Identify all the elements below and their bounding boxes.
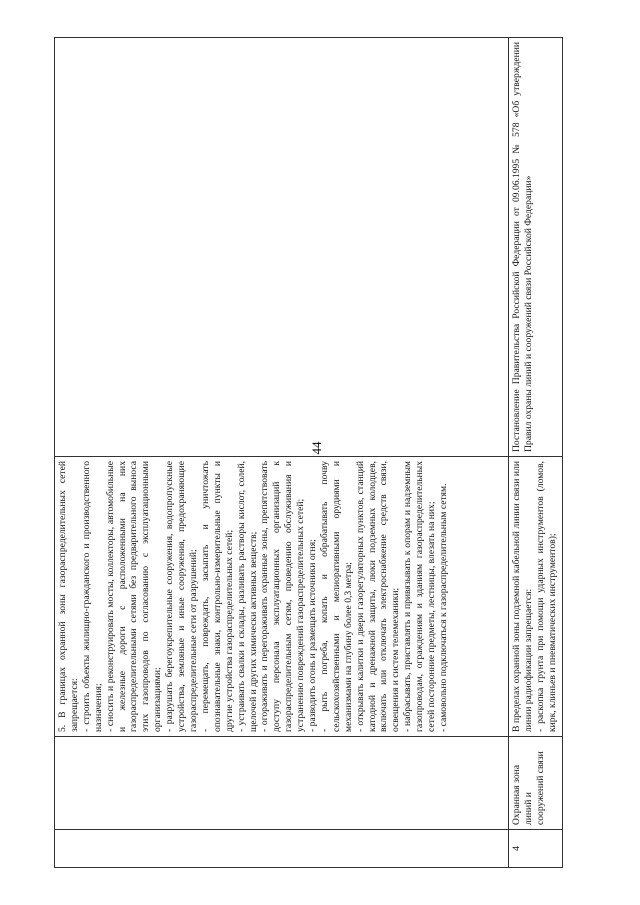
rotated-page-content [54,38,562,868]
row-number-cell: 4 [509,830,563,868]
restriction-line: 5. В границах охранной зоны газораспределительных сетей запрещается: [57,461,80,732]
restriction-line: - набрасывать, приставлять и привязывать к опорам и надземным газопроводам, ограждениям и зданиям газораспределительных сетей посторонние предметы, лестницы, влезать на них; [402,461,438,732]
restrictions-cell [509,457,563,737]
restriction-line: В пределах охранной зоны подземной кабельной линии связи или линии радиофикации запрещается: [511,461,534,732]
restriction-line: - сносить и реконструировать мосты, коллекторы, автомобильные и железные дороги с расположенными на них газораспределительными сетями без предварительного выноса этих газопроводов по согласованию с эксплуатационными организациями; [104,461,164,732]
page-number: 44 [309,441,324,455]
zone-name-cell [55,737,509,830]
restriction-line: - раскопка грунта при помощи ударных инструментов (ломов, кирк, клиньев и пневматических инструментов); [534,461,558,732]
row-number-cell [55,830,509,868]
restriction-line: - открывать калитки и двери газорегуляторных пунктов, станций катодной и дренажной защиты, люки подземных колодцев, включать или отключать электроснабжение средств связи, освещения и систем телемеханики; [354,461,402,732]
restrictions-cell [55,457,509,737]
restriction-line: - самовольно подключаться к газораспределительным сетям. [438,483,449,732]
table-row [509,38,563,868]
legal-basis-cell: Постановление Правительства Российской Федерации от 09.06.1995 № 578 «Об утверждении Правил охраны линий и сооружений связи Российской Федерации» [509,38,563,457]
restriction-line: - устраивать свалки и склады, разливать растворы кислот, солей, щелочей и других химически активных веществ; [235,461,259,732]
restriction-line: - рыть погреба, копать и обрабатывать почву сельскохозяйственными и мелиоративными орудиями и механизмами на глубину более 0,3 метра; [318,461,354,732]
restriction-line: - строить объекты жилищно-гражданского и производственного назначения; [80,461,104,732]
table-row [55,38,509,868]
legal-basis-cell [55,38,509,457]
restriction-line: - перемещать, повреждать, засыпать и уничтожать опознавательные знаки, контрольно-измерительные пункты и другие устройства газораспределительных сетей; [199,461,235,732]
zone-name-cell: Охранная зона линий и сооружений связи [509,737,563,830]
restriction-line: - разрушать берегоукрепительные сооружения, водопропускные устройства, земляные и иные сооружения, предохраняющие газораспределительные сети от разрушений; [164,461,199,732]
restriction-line: - огораживать и перегораживать охранные зоны, препятствовать доступу персонала эксплуатационных организаций к газораспределительным сетям, проведению обслуживания и устранению повреждений газораспределительных сетей; [259,461,307,732]
restrictions-table [54,37,563,868]
restriction-line: - разводить огонь и размещать источники огня; [307,539,319,732]
